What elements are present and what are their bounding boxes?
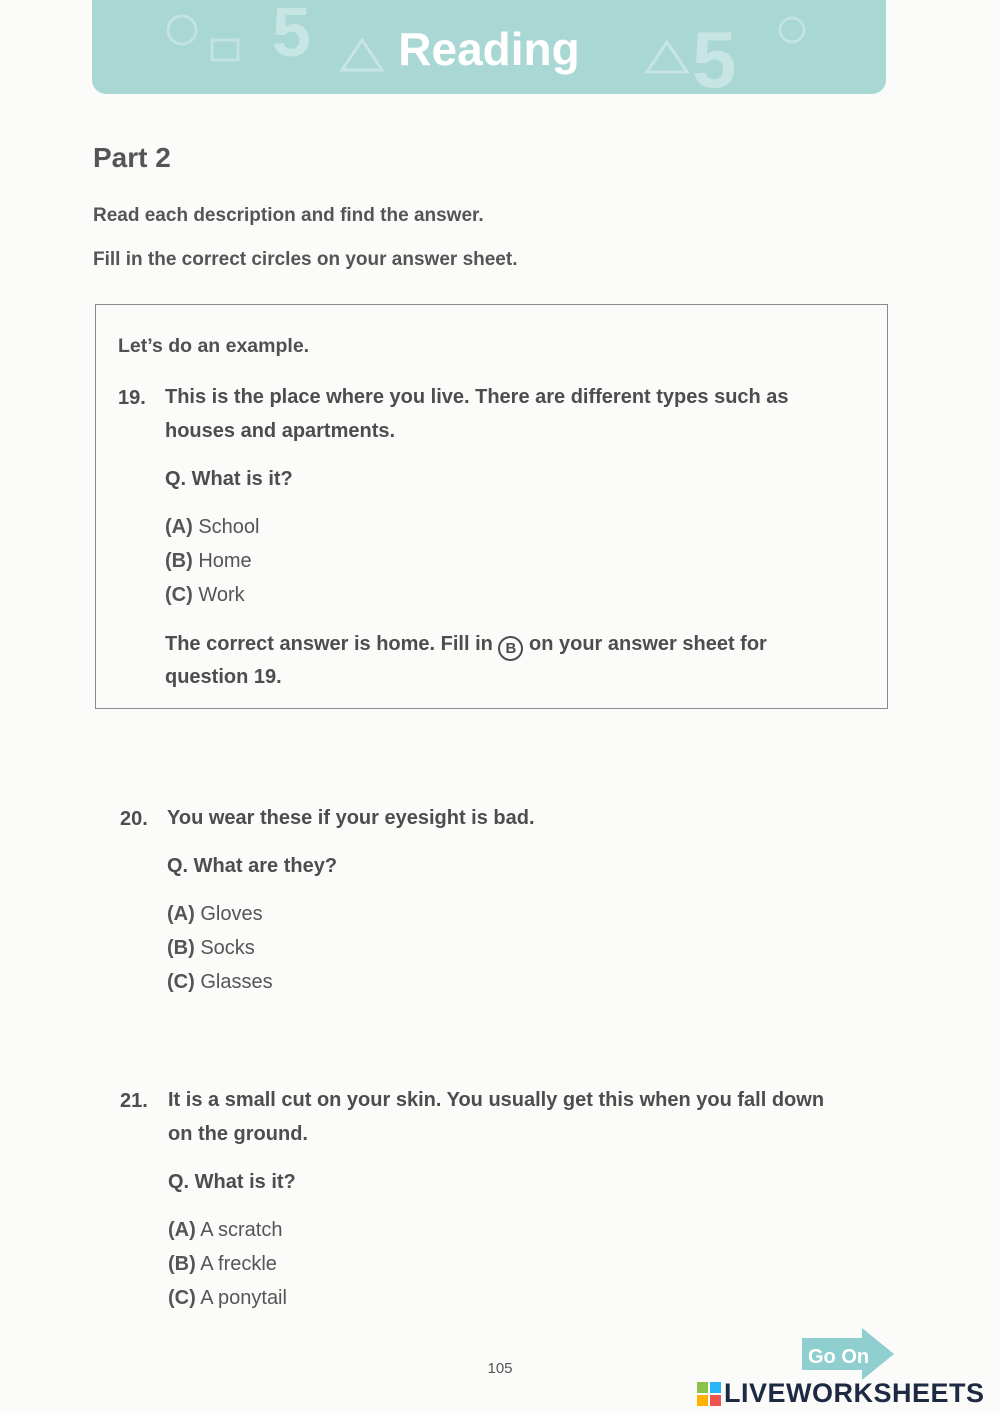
question-21-text-line-1: It is a small cut on your skin. You usually get this when you fall down <box>168 1089 825 1111</box>
option-label: (A) <box>165 516 193 538</box>
option-label: (C) <box>167 971 195 993</box>
question-20-option-c[interactable] <box>167 971 273 994</box>
question-20-question: Q. What are they? <box>167 855 338 877</box>
option-text: Glasses <box>200 971 273 993</box>
banner-deco-digit-right: 5 <box>692 15 737 94</box>
option-text: Gloves <box>200 903 263 925</box>
example-option-a[interactable] <box>165 516 259 539</box>
question-21-option-c[interactable] <box>168 1287 287 1310</box>
question-21-option-b[interactable] <box>168 1253 277 1276</box>
example-option-b[interactable] <box>165 550 252 573</box>
answer-text-after: on your answer sheet for <box>529 633 767 655</box>
banner-deco-digit: 5 <box>272 0 311 71</box>
go-on-label: Go On <box>808 1346 870 1368</box>
example-intro: Let’s do an example. <box>118 335 310 357</box>
example-option-c[interactable] <box>165 584 245 607</box>
header-banner <box>92 0 886 94</box>
question-21-number: 21. <box>120 1090 148 1112</box>
question-21-text-line-2: on the ground. <box>168 1123 308 1145</box>
liveworksheets-brand: LIVEWORKSHEETS <box>724 1378 985 1408</box>
question-20-text: You wear these if your eyesight is bad. <box>167 807 535 829</box>
example-answer-line-1 <box>165 627 767 661</box>
option-text: Socks <box>200 937 255 959</box>
option-text: A freckle <box>200 1253 277 1275</box>
option-label: (A) <box>167 903 195 925</box>
option-text: School <box>198 516 260 538</box>
option-text: A ponytail <box>200 1287 287 1309</box>
example-question: Q. What is it? <box>165 468 293 490</box>
example-text-line-2: houses and apartments. <box>165 420 396 442</box>
instruction-2: Fill in the correct circles on your answer sheet. <box>93 249 518 270</box>
option-label: (B) <box>167 937 195 959</box>
question-20-option-b[interactable] <box>167 937 255 960</box>
option-label: (B) <box>165 550 193 572</box>
option-text: Home <box>198 550 252 572</box>
question-20-option-a[interactable] <box>167 903 263 926</box>
liveworksheets-logo-icon <box>697 1382 721 1406</box>
example-answer-line-2: question 19. <box>165 666 282 688</box>
page-title: Reading <box>398 23 580 75</box>
instruction-1: Read each description and find the answer. <box>93 205 484 226</box>
answer-circle-b: B <box>498 636 523 661</box>
example-number: 19. <box>118 387 146 409</box>
question-21-question: Q. What is it? <box>168 1171 296 1193</box>
question-20-number: 20. <box>120 808 148 830</box>
answer-text-before: The correct answer is home. Fill in <box>165 633 493 655</box>
example-text-line-1: This is the place where you live. There are different types such as <box>165 386 789 408</box>
option-label: (A) <box>168 1219 196 1241</box>
option-label: (B) <box>168 1253 196 1275</box>
option-text: A scratch <box>200 1219 283 1241</box>
option-label: (C) <box>168 1287 196 1309</box>
page-number: 105 <box>487 1360 513 1377</box>
question-21-option-a[interactable] <box>168 1219 282 1242</box>
option-label: (C) <box>165 584 193 606</box>
option-text: Work <box>198 584 245 606</box>
part-title: Part 2 <box>93 142 171 173</box>
